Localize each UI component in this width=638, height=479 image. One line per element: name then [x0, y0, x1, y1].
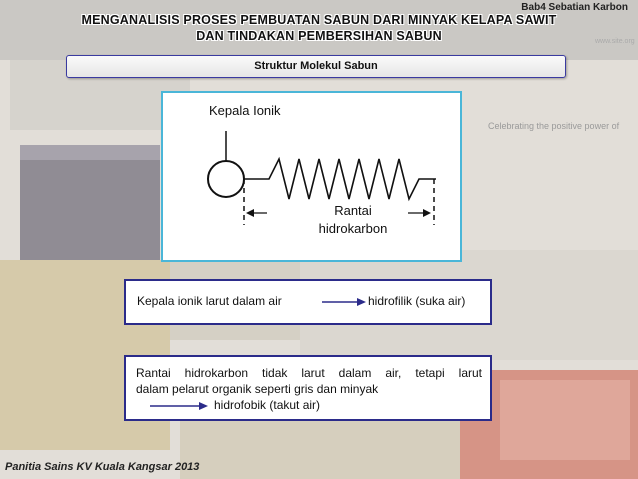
- hydrophobic-statement-line2: dalam pelarut organik seperti gris dan minyak: [136, 382, 379, 396]
- footer-credit: Panitia Sains KV Kuala Kangsar 2013: [5, 461, 200, 473]
- arrow-right-icon: [322, 298, 366, 306]
- arrow-right-icon: [150, 402, 208, 410]
- span-arrow-left-head: [246, 209, 254, 217]
- watermark-url: www.site.org: [595, 38, 635, 45]
- hydrocarbon-chain-label: [303, 202, 403, 238]
- chain-label-line2: hidrokarbon: [318, 221, 388, 236]
- section-title-bar: Struktur Molekul Sabun: [66, 55, 566, 78]
- span-arrow-right-head: [423, 209, 431, 217]
- soap-molecule-diagram: [161, 91, 462, 262]
- hydrophobic-info-box: [124, 355, 492, 421]
- watermark-slogan: Celebrating the positive power of: [488, 121, 620, 131]
- hydrophilic-term: hidrofilik (suka air): [368, 294, 466, 308]
- ionic-head-circle: [208, 161, 244, 197]
- chain-label-line1: Rantai: [334, 203, 372, 218]
- hydrophobic-statement-line1: Rantai hidrokarbon tidak larut dalam air, tetapi larut: [136, 366, 482, 380]
- page-title-line1: MENGANALISIS PROSES PEMBUATAN SABUN DARI MINYAK KELAPA SAWIT: [81, 13, 557, 27]
- hydrophilic-info-box: [124, 279, 492, 325]
- hydrocarbon-chain-zigzag: [244, 159, 436, 199]
- hydrophobic-term: hidrofobik (takut air): [214, 398, 321, 412]
- page-title-line2: DAN TINDAKAN PEMBERSIHAN SABUN: [196, 29, 442, 43]
- hydrophilic-statement: Kepala ionik larut dalam air: [137, 294, 282, 308]
- ionic-head-label: Kepala Ionik: [209, 103, 281, 118]
- chapter-label: Bab4 Sebatian Karbon: [521, 2, 628, 13]
